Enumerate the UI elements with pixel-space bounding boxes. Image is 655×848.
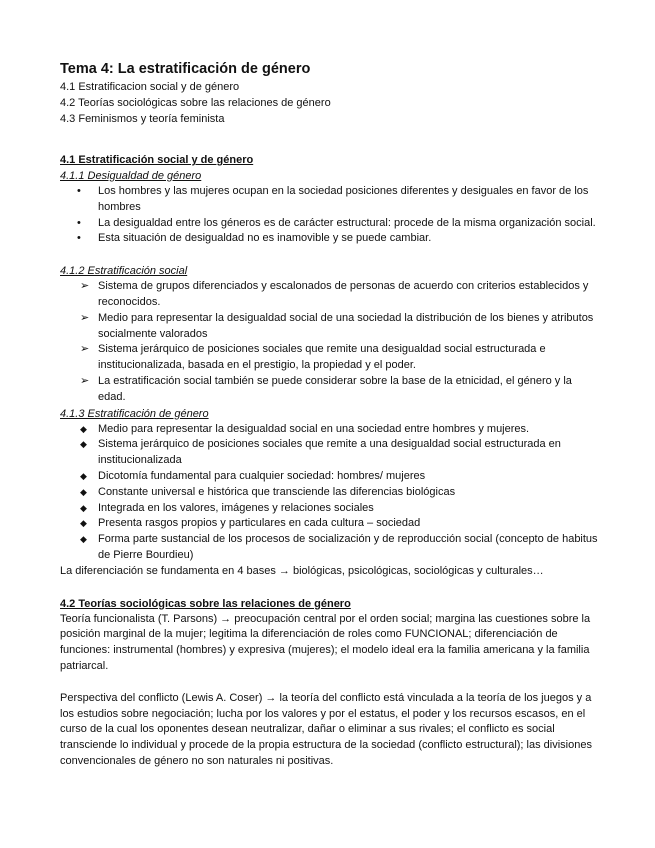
list-item: ➢ La estratificación social también se puede considerar sobre la base de la etnicidad, el género y la edad. bbox=[60, 374, 600, 406]
list-item: ➢ Sistema jerárquico de posiciones sociales que remite una desigualdad social estructurada e institucionalizada, basada en el prestigio, la propiedad y el poder. bbox=[60, 342, 600, 374]
arrow-list-estratificacion-social bbox=[60, 279, 600, 405]
toc-item: 4.1 Estratificacion social y de género bbox=[60, 81, 240, 93]
list-item: ➢ Sistema de grupos diferenciados y escalonados de personas de acuerdo con criterios establecidos y reconocidos. bbox=[60, 279, 600, 311]
document-page bbox=[60, 60, 600, 770]
section-heading-4-2: 4.2 Teorías sociológicas sobre las relaciones de género bbox=[60, 597, 351, 610]
list-item: ◆ Integrada en los valores, imágenes y relaciones sociales bbox=[60, 501, 600, 517]
table-of-contents bbox=[60, 79, 600, 127]
subsection-heading-4-1-1: 4.1.1 Desigualdad de género bbox=[60, 170, 202, 182]
toc-item: 4.3 Feminismos y teoría feminista bbox=[60, 113, 225, 125]
document-title: Tema 4: La estratificación de género bbox=[60, 61, 311, 77]
list-item: • Esta situación de desigualdad no es inamovible y se puede cambiar. bbox=[60, 231, 600, 247]
list-item: ◆ Presenta rasgos propios y particulares en cada cultura – sociedad bbox=[60, 516, 600, 532]
closing-paragraph: La diferenciación se fundamenta en 4 bases → biológicas, psicológicas, sociológicas y culturales… bbox=[60, 564, 544, 577]
list-item: ◆ Dicotomía fundamental para cualquier sociedad: hombres/ mujeres bbox=[60, 469, 600, 485]
subsection-heading-4-1-2: 4.1.2 Estratificación social bbox=[60, 265, 188, 278]
diamond-list-estratificacion-genero bbox=[60, 422, 600, 564]
list-item: ➢ Medio para representar la desigualdad social de una sociedad la distribución de los bienes y atributos socialmente valorados bbox=[60, 311, 600, 343]
list-item: ◆ Medio para representar la desigualdad social en una sociedad entre hombres y mujeres. bbox=[60, 422, 600, 438]
toc-item: 4.2 Teorías sociológicas sobre las relaciones de género bbox=[60, 97, 331, 109]
list-item: ◆ Constante universal e histórica que transciende las diferencias biológicas bbox=[60, 485, 600, 501]
list-item: ◆ Sistema jerárquico de posiciones sociales que remite a una desigualdad social estructurada en institucionalizada bbox=[60, 437, 600, 469]
bullet-list-desigualdad bbox=[60, 184, 600, 247]
list-item: ◆ Forma parte sustancial de los procesos de socialización y de reproducción social (concepto de habitus de Pierre Bourdieu) bbox=[60, 532, 600, 564]
section-heading-4-1: 4.1 Estratificación social y de género bbox=[60, 154, 254, 166]
list-item: • Los hombres y las mujeres ocupan en la sociedad posiciones diferentes y desiguales en favor de los hombres bbox=[60, 184, 600, 216]
paragraph-funcionalista: Teoría funcionalista (T. Parsons) → preocupación central por el orden social; margina las cuestiones sobre la posición marginal de la mujer; legitima la diferenciación de roles como FUNCIONAL; diferenciación de funciones: instrumental (hombres) y expresiva (mujeres); el modelo ideal era la familia americana y la familia patriarcal. bbox=[60, 612, 591, 672]
subsection-heading-4-1-3: 4.1.3 Estratificación de género bbox=[60, 407, 209, 420]
paragraph-conflicto: Perspectiva del conflicto (Lewis A. Coser) → la teoría del conflicto está vinculada a la teoría de los juegos y a los estudios sobre negociación; lucha por los valores y por el estatus, el poder y los recursos escasos, en el curso de la cual los oponentes desean neutralizar, dañar o eliminar a sus rivales; el conflicto es social transciende lo individual y procede de la propia estructura de la sociedad (conflicto estructural); las divisiones convencionales de género no son naturales ni positivas. bbox=[60, 691, 592, 767]
list-item: • La desigualdad entre los géneros es de carácter estructural: procede de la misma organización social. bbox=[60, 216, 600, 232]
